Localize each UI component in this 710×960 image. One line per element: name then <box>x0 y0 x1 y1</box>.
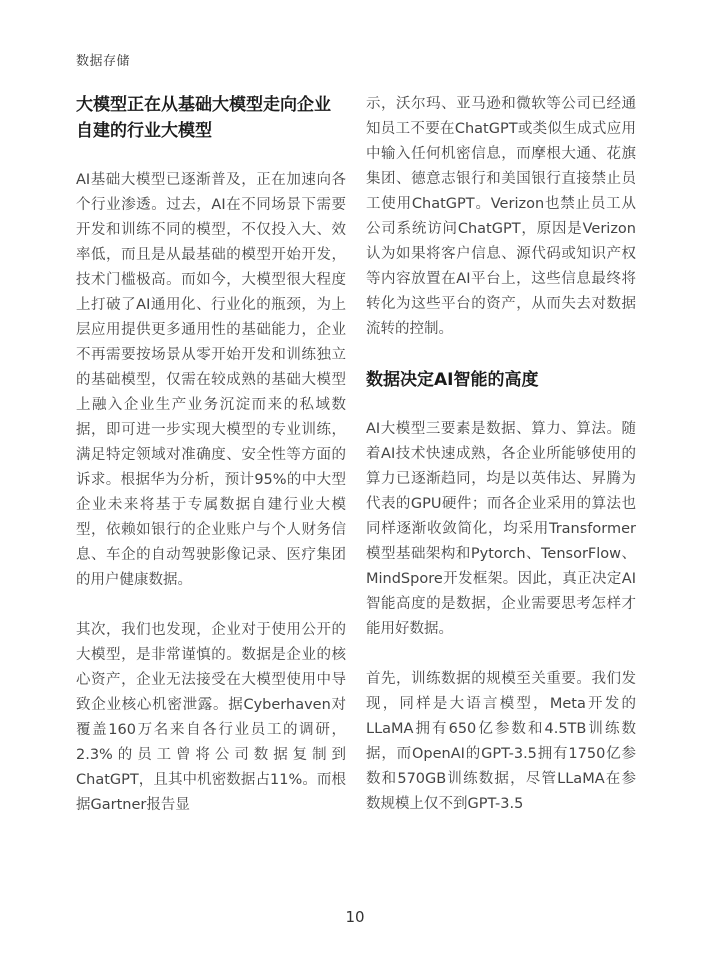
body-paragraph: 示，沃尔玛、亚马逊和微软等公司已经通知员工不要在ChatGPT或类似生成式应用中输入任何机密信息，而摩根大通、花旗集团、德意志银行和美国银行直接禁止员工使用ChatGPT。Verizon也禁止员工从公司系统访问ChatGPT，原因是Verizon认为如果将客户信息、源代码或知识产权等内容放置在AI平台上，这些信息最终将转化为这些平台的资产，从而失去对数据流转的控制。 <box>366 96 636 337</box>
body-paragraph: 其次，我们也发现，企业对于使用公开的大模型，是非常谨慎的。数据是企业的核心资产，企业无法接受在大模型使用中导致企业核心机密泄露。据Cyberhaven对覆盖160万名来自各行业员工的调研，2.3%的员工曾将公司数据复制到ChatGPT，且其中机密数据占11%。而根据Gartner报告显 <box>76 622 346 813</box>
section-heading: 大模型正在从基础大模型走向企业自建的行业大模型 <box>76 95 331 141</box>
body-paragraph: AI基础大模型已逐渐普及，正在加速向各个行业渗透。过去，AI在不同场景下需要开发和训练不同的模型，不仅投入大、效率低，而且是从最基础的模型开始开发，技术门槛极高。而如今，大模型很大程度上打破了AI通用化、行业化的瓶颈，为上层应用提供更多通用性的基础能力，企业不再需要按场景从零开始开发和训练独立的基础模型，仅需在较成熟的基础大模型上融入企业生产业务沉淀而来的私域数据，即可进一步实现大模型的专业训练，满足特定领域对准确度、安全性等方面的诉求。根据华为分析，预计95%的中大型企业未来将基于专属数据自建行业大模型，依赖如银行的企业账户与个人财务信息、车企的自动驾驶影像记录、医疗集团的用户健康数据。 <box>76 172 346 588</box>
right-column <box>366 92 636 842</box>
body-paragraph: 首先，训练数据的规模至关重要。我们发现，同样是大语言模型，Meta开发的LLaMA拥有650亿参数和4.5TB训练数据，而OpenAI的GPT-3.5拥有1750亿参数和570GB训练数据，尽管LLaMA在参数规模上仅不到GPT-3.5 <box>366 671 636 812</box>
section-heading: 数据决定AI智能的高度 <box>366 370 539 390</box>
running-header: 数据存储 <box>76 54 131 69</box>
body-paragraph: AI大模型三要素是数据、算力、算法。随着AI技术快速成熟，各企业所能够使用的算力已逐渐趋同，均是以英伟达、昇腾为代表的GPU硬件；而各企业采用的算法也同样逐渐收敛简化，均采用Transformer模型基础架构和Pytorch、TensorFlow、MindSpore开发框架。因此，真正决定AI智能高度的是数据，企业需要思考怎样才能用好数据。 <box>366 421 636 637</box>
page-number: 10 <box>345 908 365 926</box>
left-column <box>76 92 346 843</box>
